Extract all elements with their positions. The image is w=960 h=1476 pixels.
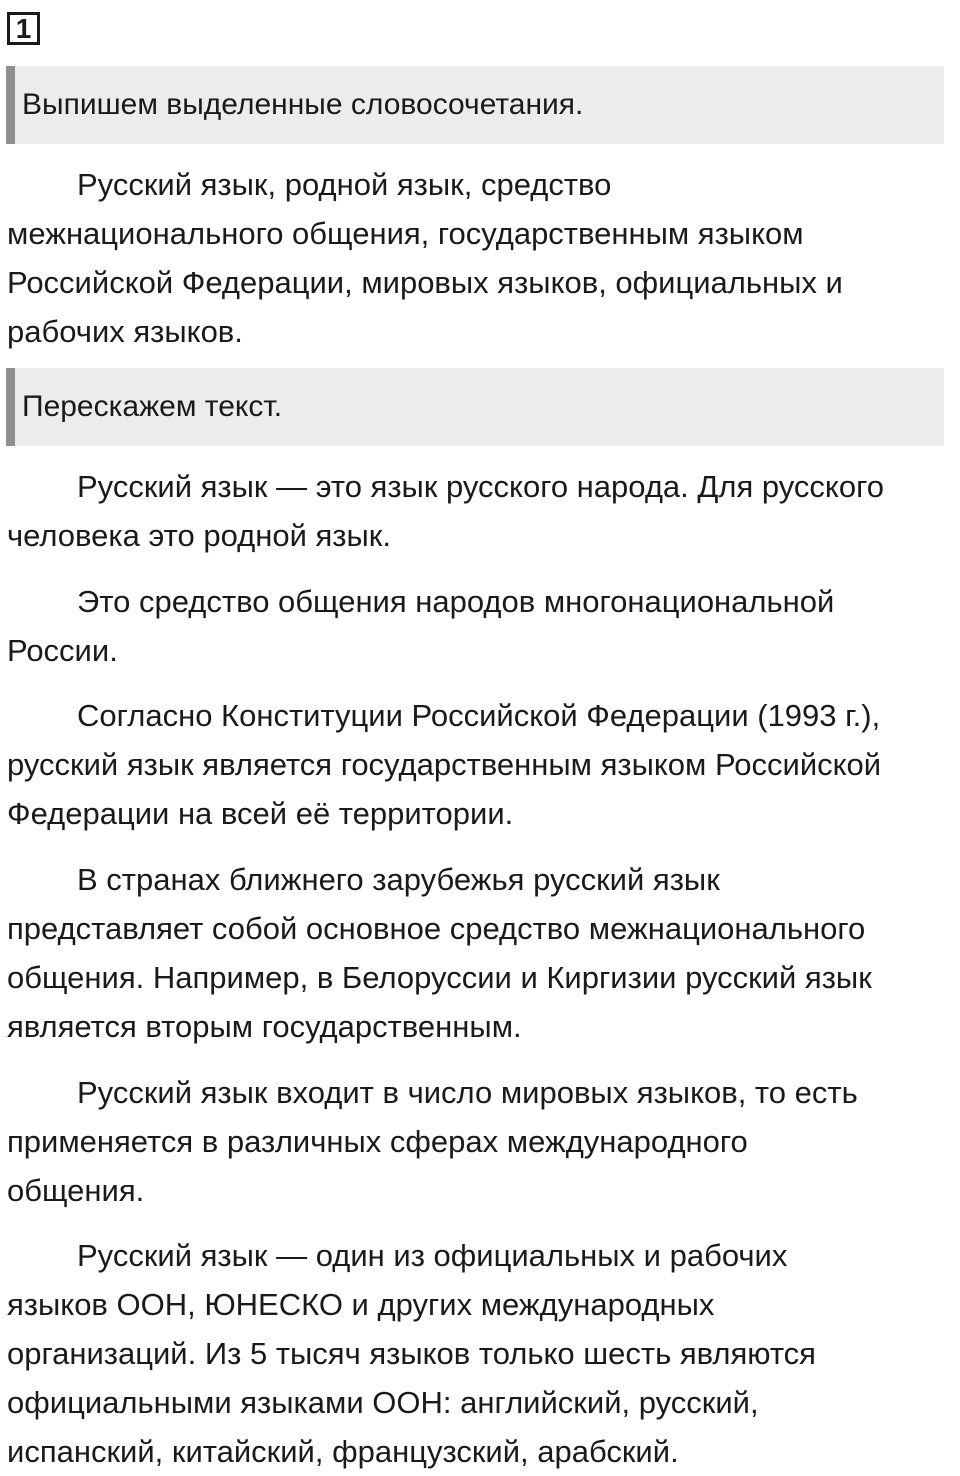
paragraph-retell-2 (7, 577, 955, 675)
text-line: испанский, китайский, французский, арабский. (7, 1434, 679, 1469)
paragraph-highlighted-phrases (7, 160, 955, 356)
instruction-write-out-phrases (6, 66, 944, 144)
text-line: русский язык является государственным языком Российской (7, 747, 882, 782)
text-line: межнационального общения, государственным языком (7, 216, 804, 251)
text-line: В странах ближнего зарубежья русский язык (77, 862, 720, 897)
text-line: Согласно Конституции Российской Федерации (1993 г.), (77, 698, 881, 733)
paragraph-retell-4 (7, 855, 955, 1051)
instruction-text: Выпишем выделенные словосочетания. (22, 88, 584, 121)
instruction-text: Перескажем текст. (22, 390, 283, 423)
text-line: Российской Федерации, мировых языков, официальных и (7, 265, 843, 300)
text-line: общения. (7, 1173, 145, 1208)
text-line: России. (7, 633, 118, 668)
paragraph-retell-3 (7, 691, 955, 838)
text-line: языков ООН, ЮНЕСКО и других международных (7, 1287, 715, 1322)
paragraph-retell-5 (7, 1068, 955, 1215)
text-line: Федерации на всей её территории. (7, 796, 514, 831)
text-line: является вторым государственным. (7, 1009, 522, 1044)
text-line: Русский язык — это язык русского народа. Для русского (77, 469, 884, 504)
text-line: Русский язык, родной язык, средство (77, 167, 612, 202)
text-line: Русский язык входит в число мировых языков, то есть (77, 1075, 858, 1110)
paragraph-retell-6 (7, 1231, 955, 1476)
text-line: Это средство общения народов многонациональной (77, 584, 835, 619)
text-line: Русский язык — один из официальных и рабочих (77, 1238, 788, 1273)
text-line: человека это родной язык. (7, 518, 391, 553)
text-line: рабочих языков. (7, 314, 243, 349)
paragraph-retell-1 (7, 462, 955, 560)
instruction-retell-text (6, 368, 944, 446)
text-line: применяется в различных сферах международного (7, 1124, 748, 1159)
text-line: общения. Например, в Белоруссии и Киргизии русский язык (7, 960, 872, 995)
task-number-badge: 1 (7, 12, 40, 45)
text-line: представляет собой основное средство межнационального (7, 911, 866, 946)
text-line: организаций. Из 5 тысяч языков только шесть являются (7, 1336, 816, 1371)
text-line: официальными языками ООН: английский, русский, (7, 1385, 759, 1420)
